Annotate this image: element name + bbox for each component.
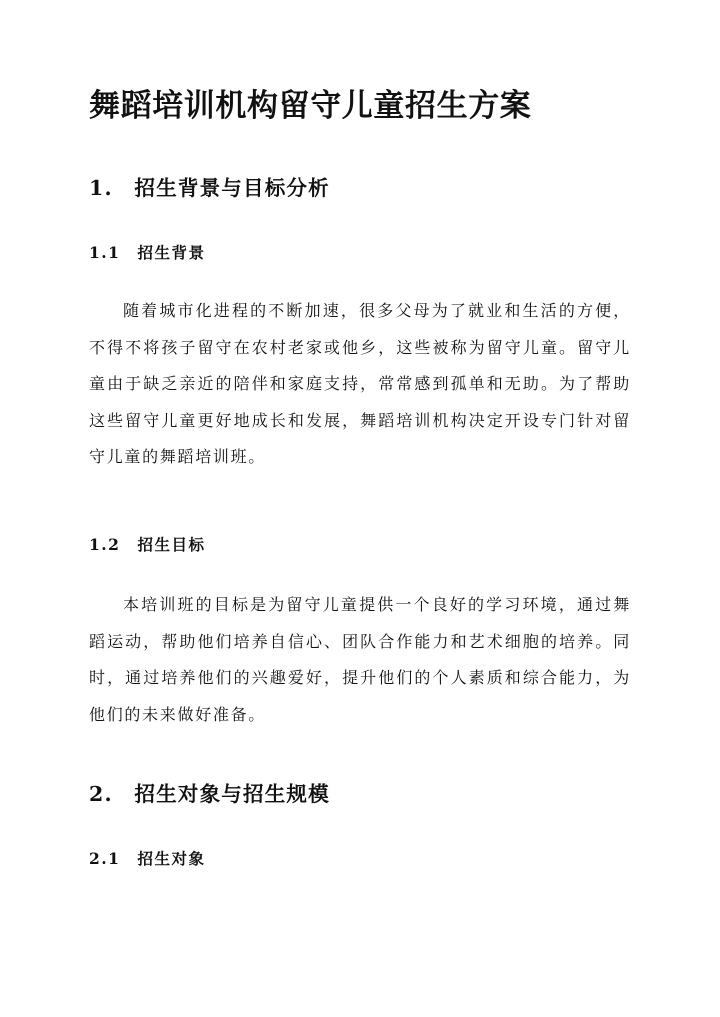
paragraph-goal: 本培训班的目标是为留守儿童提供一个良好的学习环境，通过舞蹈运动，帮助他们培养自信心、团队合作能力和艺术细胞的培养。同时，通过培养他们的兴趣爱好，提升他们的个人素质和综合能力，为他们的未来做好准备。 [89, 595, 631, 724]
subsection-heading-1-2: 1.2 招生目标 [89, 535, 206, 554]
section-heading-2: 2. 招生对象与招生规模 [89, 782, 330, 806]
paragraph-background: 随着城市化进程的不断加速，很多父母为了就业和生活的方便，不得不将孩子留守在农村老家或他乡，这些被称为留守儿童。留守儿童由于缺乏亲近的陪伴和家庭支持，常常感到孤单和无助。为了帮助这些留守儿童更好地成长和发展，舞蹈培训机构决定开设专门针对留守儿童的舞蹈培训班。 [89, 301, 631, 466]
section-heading-1: 1. 招生背景与目标分析 [89, 176, 330, 200]
subsection-heading-2-1: 2.1 招生对象 [89, 849, 206, 868]
subsection-heading-1-1: 1.1 招生背景 [89, 243, 206, 262]
document-title: 舞蹈培训机构留守儿童招生方案 [89, 88, 532, 124]
